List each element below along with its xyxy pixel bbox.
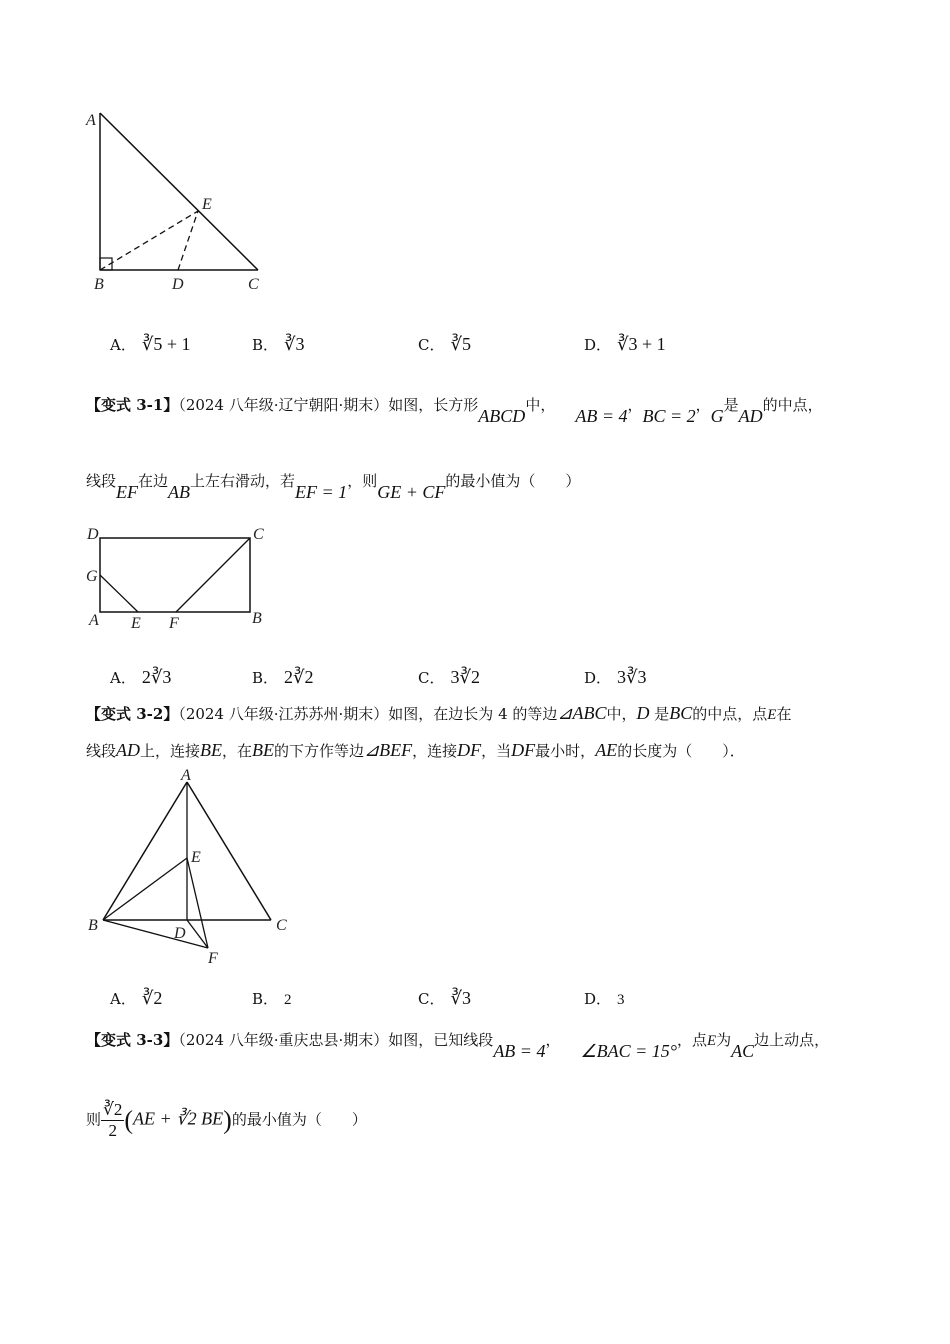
option-letter: D．: [584, 669, 612, 687]
math-d: D: [636, 703, 650, 723]
text: 是: [723, 396, 739, 414]
text: 是: [649, 705, 670, 723]
text: 则: [86, 1110, 102, 1129]
math-ae: AE: [595, 740, 618, 760]
option-value: 2: [284, 992, 292, 1008]
text: 中，: [606, 705, 637, 723]
text: 的中点，点: [692, 705, 768, 723]
label-F: F: [169, 615, 179, 632]
text: ，: [545, 1031, 561, 1049]
math-triangle-abc: ⊿ABC: [557, 703, 607, 723]
text: 为: [716, 1031, 732, 1049]
text: ，点: [676, 1031, 707, 1049]
math-g: G: [710, 406, 724, 426]
label-C: C: [276, 917, 287, 934]
math-ab: AB: [168, 482, 191, 502]
option-letter: B．: [252, 990, 279, 1008]
label-E: E: [131, 615, 141, 632]
option-value: ∛3 + 1: [617, 334, 666, 354]
label-D: D: [172, 276, 184, 293]
question-3-1-line-2: [86, 470, 581, 502]
option-letter: C．: [418, 669, 445, 687]
math-ge-cf: GE + CF: [377, 482, 446, 502]
option-letter: B．: [252, 669, 279, 687]
option-2-a[interactable]: [110, 667, 171, 688]
option-2-c[interactable]: [418, 667, 480, 688]
option-letter: B．: [252, 336, 279, 354]
label-A: A: [89, 612, 99, 629]
text: 在边: [138, 472, 169, 490]
option-3-a[interactable]: [110, 988, 162, 1009]
math-bc: BC = 2: [642, 406, 696, 426]
math-bc: BC: [669, 703, 693, 723]
text: ，: [627, 396, 643, 414]
label-A: A: [86, 112, 96, 129]
fraction-denominator: 2: [108, 1121, 117, 1140]
math-abcd: ABCD: [478, 406, 526, 426]
label-B: B: [94, 276, 104, 293]
math-expression: AE + ∛2 BE: [133, 1108, 224, 1129]
math-be: BE: [252, 740, 275, 760]
math-ac: AC: [731, 1041, 755, 1061]
option-3-b[interactable]: [252, 988, 292, 1009]
question-source: （2024 八年级·江苏苏州·期末）如图，在边长为 4 的等边: [178, 705, 558, 723]
text: 最小时，: [535, 742, 596, 760]
option-1-a[interactable]: [110, 334, 190, 355]
option-letter: D．: [584, 990, 612, 1008]
label-E: E: [202, 196, 212, 213]
option-1-b[interactable]: [252, 334, 305, 355]
label-A: A: [181, 767, 191, 784]
text: 的中点，: [762, 396, 823, 414]
text: 线段: [86, 742, 117, 760]
option-2-d[interactable]: [584, 667, 647, 688]
math-triangle-bef: ⊿BEF: [364, 740, 413, 760]
label-E: E: [191, 849, 201, 866]
text: 的下方作等边: [274, 742, 365, 760]
option-value: 3∛3: [617, 667, 647, 687]
option-value: 2∛2: [284, 667, 314, 687]
text: 上，连接: [140, 742, 201, 760]
question-tag: 【变式 3-3】: [86, 1031, 179, 1049]
option-1-d[interactable]: [584, 334, 666, 355]
option-1-c[interactable]: [418, 334, 471, 355]
figure-3-equilateral-triangle: [80, 767, 300, 974]
question-tag: 【变式 3-1】: [86, 396, 179, 414]
text: 在: [776, 705, 792, 723]
option-value: ∛3: [450, 988, 471, 1008]
label-C: C: [253, 526, 264, 543]
math-ef: EF: [116, 482, 139, 502]
label-G: G: [86, 568, 98, 585]
text: 的最小值为（ ）: [231, 1110, 367, 1129]
option-value: 3: [617, 992, 625, 1008]
figure-2-svg: [80, 522, 280, 632]
math-e: E: [767, 707, 777, 723]
label-B: B: [88, 917, 98, 934]
option-value: ∛5: [450, 334, 471, 354]
text: 的最小值为（ ）: [445, 472, 581, 490]
figure-3-svg: [80, 767, 300, 970]
option-value: ∛2: [141, 988, 163, 1008]
math-ab: AB = 4: [493, 1041, 546, 1061]
math-angle-bac: ∠BAC = 15°: [580, 1041, 677, 1061]
label-F: F: [208, 950, 218, 967]
label-C: C: [248, 276, 259, 293]
option-letter: A．: [110, 336, 136, 354]
option-3-d[interactable]: [584, 988, 625, 1009]
text: 线段: [86, 472, 117, 490]
text: 的长度为（ ）．: [617, 742, 745, 760]
math-ab: AB = 4: [575, 406, 628, 426]
option-letter: C．: [418, 336, 445, 354]
question-3-2-line-2: [86, 740, 745, 761]
question-source: （2024 八年级·重庆忠县·期末）如图，已知线段: [178, 1031, 494, 1049]
question-3-1-line-1: [86, 394, 823, 426]
option-letter: A．: [110, 990, 136, 1008]
text: 中，: [525, 396, 556, 414]
option-value: ∛5 + 1: [141, 334, 191, 354]
option-letter: A．: [110, 669, 136, 687]
option-letter: D．: [584, 336, 612, 354]
question-3-2-line-1: [86, 703, 791, 724]
question-3-3-line-2: 则 $\frac{∛2}{2}$ (AE + ∛2 BE)的最小值为（ ）: [86, 1100, 367, 1140]
math-ad: AD: [738, 406, 763, 426]
figure-1-svg: [80, 105, 280, 300]
math-ef-eq: EF = 1: [295, 482, 348, 502]
text: 边上动点，: [754, 1031, 830, 1049]
label-B: B: [252, 610, 262, 627]
text: ，: [695, 396, 711, 414]
label-D: D: [87, 526, 99, 543]
math-be: BE: [200, 740, 223, 760]
text: ，则: [347, 472, 378, 490]
figure-1-triangle: [80, 105, 280, 304]
math-fraction: [101, 1100, 124, 1141]
fraction-numerator: ∛2: [103, 1100, 123, 1119]
text: 上左右滑动，若: [190, 472, 296, 490]
option-2-b[interactable]: [252, 667, 314, 688]
math-ad: AD: [116, 740, 141, 760]
math-e: E: [706, 1033, 717, 1049]
math-df: DF: [511, 740, 536, 760]
figure-2-rectangle: [80, 522, 280, 636]
option-letter: C．: [418, 990, 445, 1008]
option-value: 2∛3: [141, 667, 172, 687]
option-value: ∛3: [284, 334, 305, 354]
option-value: 3∛2: [450, 667, 480, 687]
question-3-3-line-1: [86, 1029, 830, 1061]
math-df: DF: [457, 740, 482, 760]
label-D: D: [174, 925, 186, 942]
text: ，连接: [412, 742, 458, 760]
question-source: （2024 八年级·辽宁朝阳·期末）如图，长方形: [178, 396, 479, 414]
text: ，在: [222, 742, 253, 760]
option-3-c[interactable]: [418, 988, 471, 1009]
text: ，当: [481, 742, 512, 760]
question-tag: 【变式 3-2】: [86, 705, 179, 723]
